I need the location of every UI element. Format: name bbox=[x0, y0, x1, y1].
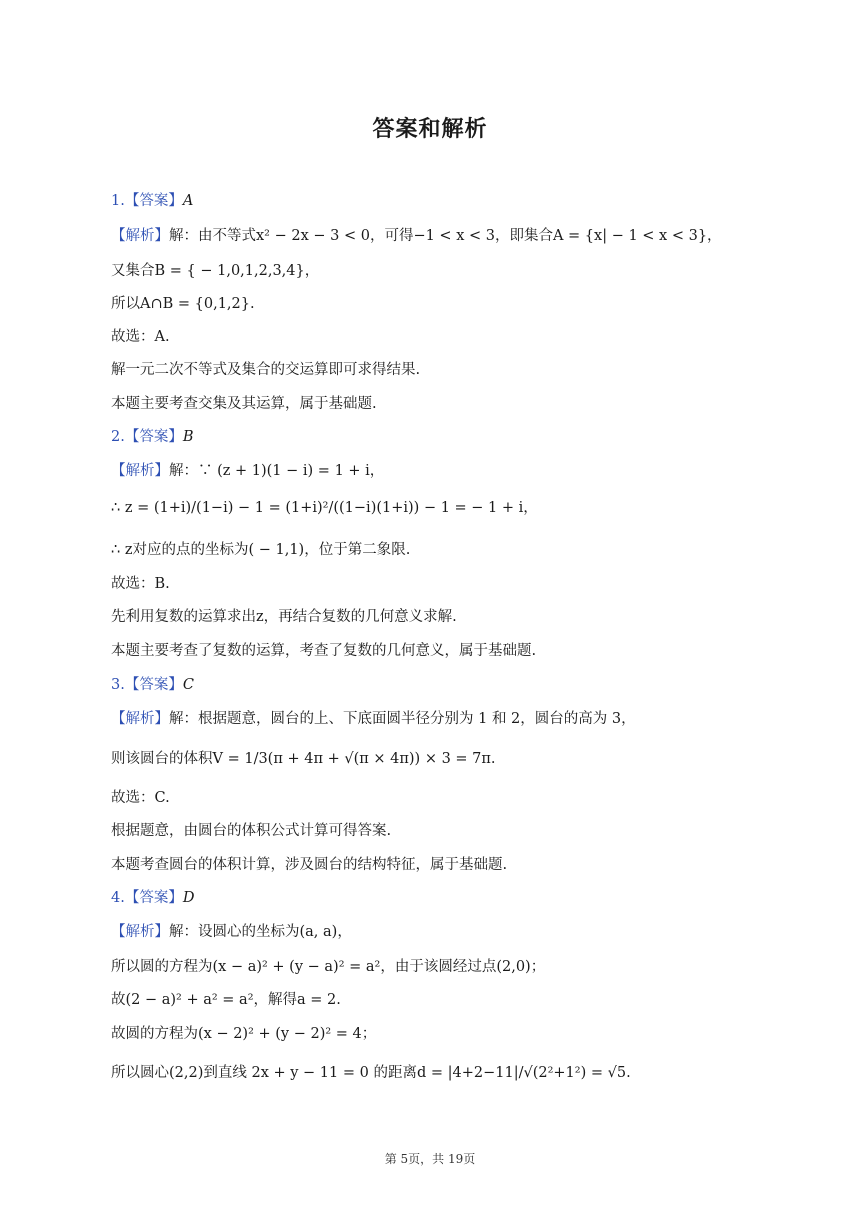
analysis-line: 【解析】解：根据题意，圆台的上、下底面圆半径分别为 1 和 2，圆台的高为 3， bbox=[111, 711, 636, 727]
analysis-line: 先利用复数的运算求出z，再结合复数的几何意义求解. bbox=[111, 609, 457, 625]
analysis-line: 故圆的方程为(x − 2)² + (y − 2)² = 4； bbox=[111, 1026, 377, 1042]
answer-heading-2: 2.【答案】B bbox=[111, 429, 194, 445]
analysis-line: 所以A∩B = {0,1,2}. bbox=[111, 296, 255, 312]
analysis-line: 【解析】解：设圆心的坐标为(a, a)， bbox=[111, 924, 352, 940]
analysis-line: 本题考查圆台的体积计算，涉及圆台的结构特征，属于基础题. bbox=[111, 857, 508, 873]
analysis-line: 所以圆心(2,2)到直线 2x + y − 11 = 0 的距离d = |4+2−11|/√(2²+1²) = √5. bbox=[111, 1065, 631, 1081]
analysis-line: 本题主要考查交集及其运算，属于基础题. bbox=[111, 396, 377, 412]
page-footer: 第 5页，共 19页 bbox=[384, 1152, 476, 1166]
analysis-line: 故选：C. bbox=[111, 790, 170, 806]
analysis-line: 【解析】解：∵ (z + 1)(1 − i) = 1 + i， bbox=[111, 463, 385, 479]
analysis-line: 又集合B = { − 1,0,1,2,3,4}， bbox=[111, 263, 320, 279]
analysis-line: 解一元二次不等式及集合的交运算即可求得结果. bbox=[111, 362, 421, 378]
analysis-line: 则该圆台的体积V = 1/3(π + 4π + √(π × 4π)) × 3 = 7π. bbox=[111, 751, 496, 767]
analysis-line: ∴ z对应的点的坐标为( − 1,1)，位于第二象限. bbox=[111, 542, 411, 558]
analysis-line: 故选：A. bbox=[111, 329, 170, 345]
page-title: 答案和解析 bbox=[372, 117, 488, 142]
analysis-line: 【解析】解：由不等式x² − 2x − 3 < 0，可得−1 < x < 3，即集合A = {x| − 1 < x < 3}， bbox=[111, 228, 722, 244]
analysis-line: 所以圆的方程为(x − a)² + (y − a)² = a²，由于该圆经过点(2,0)； bbox=[111, 959, 546, 975]
analysis-line: 本题主要考查了复数的运算，考查了复数的几何意义，属于基础题. bbox=[111, 643, 537, 659]
answer-heading-4: 4.【答案】D bbox=[111, 890, 195, 906]
analysis-line: 故(2 − a)² + a² = a²，解得a = 2. bbox=[111, 992, 341, 1008]
answer-heading-1: 1.【答案】A bbox=[111, 193, 194, 209]
answer-heading-3: 3.【答案】C bbox=[111, 677, 194, 693]
analysis-line: 故选：B. bbox=[111, 576, 170, 592]
analysis-line: ∴ z = (1+i)/(1−i) − 1 = (1+i)²/((1−i)(1+i)) − 1 = − 1 + i， bbox=[111, 500, 538, 516]
analysis-line: 根据题意，由圆台的体积公式计算可得答案. bbox=[111, 823, 392, 839]
